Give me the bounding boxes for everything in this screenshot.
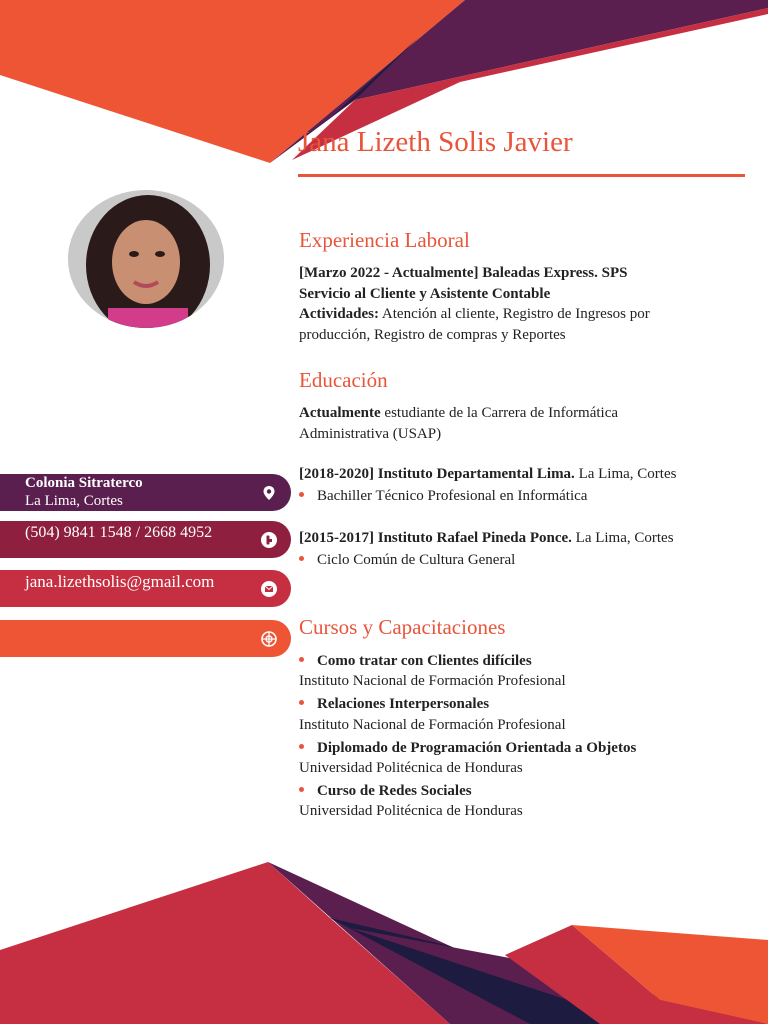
education-item-1: [299, 464, 676, 485]
course-item-4-title: [299, 781, 472, 802]
education-heading: Educación: [299, 368, 388, 392]
bullet-icon: [299, 492, 304, 497]
education-item-2-place: La Lima, Cortes: [571, 530, 674, 546]
course-item-3-institution: Universidad Politécnica de Honduras: [299, 760, 523, 776]
bullet-icon: [299, 657, 304, 662]
bullet-icon: [299, 787, 304, 792]
education-item-2: [299, 528, 674, 549]
course-item-4-title-text: Curso de Redes Sociales: [317, 783, 472, 799]
address-line2: La Lima, Cortes: [25, 493, 123, 509]
course-item-1-title-text: Como tratar con Clientes difíciles: [317, 653, 532, 669]
email-address[interactable]: jana.lizethsolis@gmail.com: [25, 572, 215, 591]
education-current-bold: Actualmente: [299, 405, 381, 421]
phone-number[interactable]: (504) 9841 1548 / 2668 4952: [25, 524, 213, 541]
course-item-3-title-text: Diplomado de Programación Orientada a Objetos: [317, 740, 637, 756]
course-item-2-institution: Instituto Nacional de Formación Profesional: [299, 717, 566, 733]
phone-band: [0, 521, 291, 558]
education-item-2-detail: [299, 550, 515, 571]
education-item-1-period: [2018-2020] Instituto Departamental Lima.: [299, 466, 575, 482]
bullet-icon: [299, 556, 304, 561]
bullet-icon: [299, 700, 304, 705]
experience-line2: Servicio al Cliente y Asistente Contable: [299, 286, 551, 302]
education-item-1-detail-text: Bachiller Técnico Profesional en Informática: [317, 488, 588, 504]
course-item-2-title-text: Relaciones Interpersonales: [317, 696, 490, 712]
education-item-2-period: [2015-2017] Instituto Rafael Pineda Ponce.: [299, 530, 572, 546]
location-icon: [261, 485, 277, 501]
activities-text1: Atención al cliente, Registro de Ingresos por: [379, 306, 650, 322]
activities-label: Actividades:: [299, 306, 379, 322]
phone-icon: [261, 532, 277, 548]
course-item-2-title: [299, 694, 489, 715]
profile-photo: [68, 190, 224, 328]
experience-activities: [299, 304, 650, 325]
course-item-4-institution: Universidad Politécnica de Honduras: [299, 803, 523, 819]
bullet-icon: [299, 744, 304, 749]
experience-activities-cont: producción, Registro de compras y Reportes: [299, 327, 566, 343]
experience-line1: [Marzo 2022 - Actualmente] Baleadas Express. SPS: [299, 265, 628, 281]
course-item-1-title: [299, 651, 532, 672]
web-band: [0, 620, 291, 657]
education-item-1-detail: [299, 486, 587, 507]
course-item-3-title: [299, 738, 636, 759]
education-item-1-place: La Lima, Cortes: [574, 466, 677, 482]
education-item-2-detail-text: Ciclo Común de Cultura General: [317, 552, 516, 568]
courses-heading: Cursos y Capacitaciones: [299, 615, 506, 639]
name-underline: [298, 174, 745, 177]
email-band: [0, 570, 291, 607]
address-band: [0, 474, 291, 511]
web-icon: [261, 631, 277, 647]
email-icon: [261, 581, 277, 597]
education-current-text1: estudiante de la Carrera de Informática: [380, 405, 619, 421]
candidate-name: Jana Lizeth Solis Javier: [298, 126, 573, 158]
experience-heading: Experiencia Laboral: [299, 228, 470, 252]
education-current: [299, 403, 618, 424]
education-current-cont: Administrativa (USAP): [299, 426, 442, 442]
course-item-1-institution: Instituto Nacional de Formación Profesional: [299, 673, 566, 689]
address-line1: Colonia Sitraterco: [25, 475, 143, 491]
